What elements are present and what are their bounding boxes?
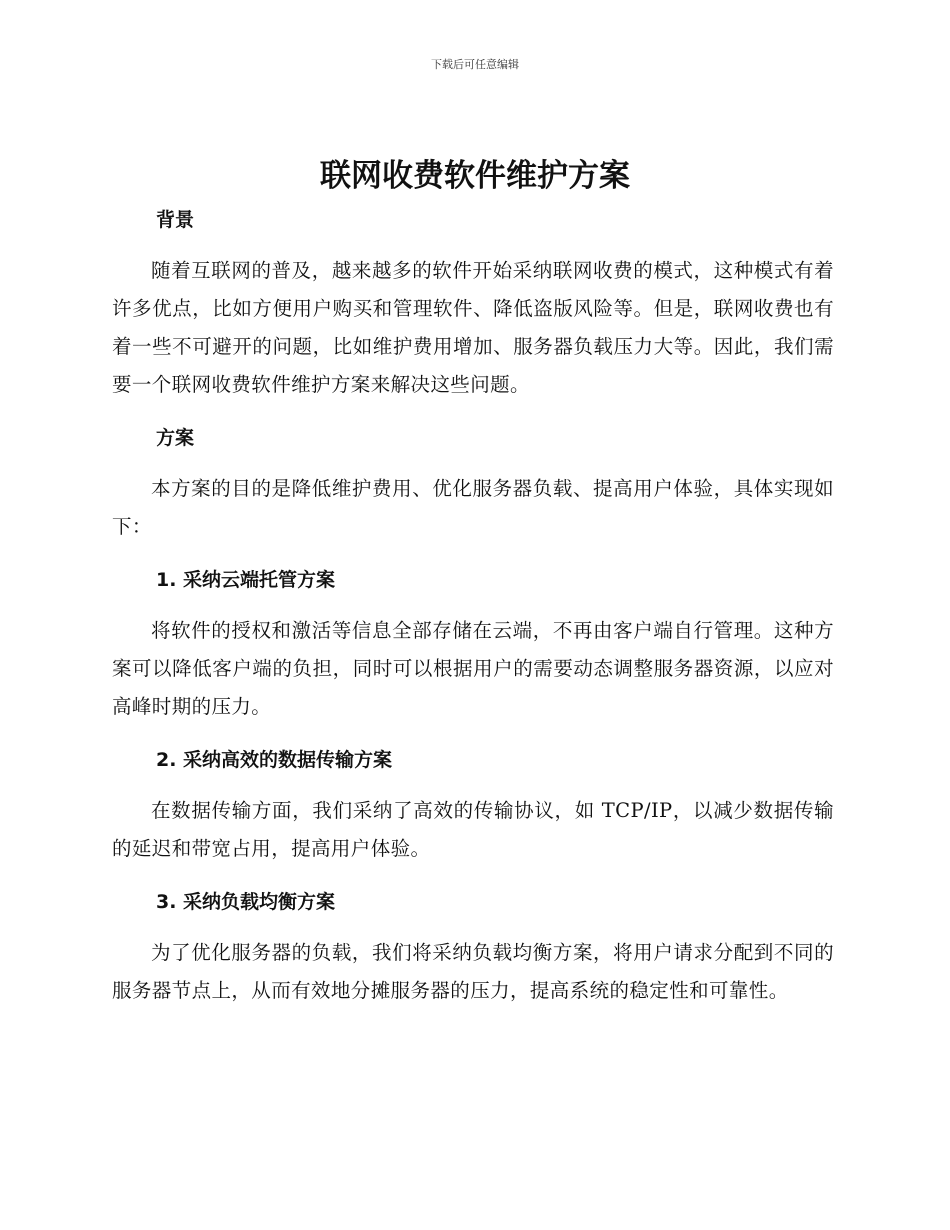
header-note: 下载后可任意编辑 (431, 58, 519, 71)
paragraph-background: 随着互联网的普及，越来越多的软件开始采纳联网收费的模式，这种模式有着许多优点，比如方便用户购买和管理软件、降低盗版风险等。但是，联网收费也有着一些不可避开的问题，比如维护费用增加、服务器负载压力大等。因此，我们需要一个联网收费软件维护方案来解决这些问题。 (112, 259, 834, 396)
section-heading-item1: 1. 采纳云端托管方案 (156, 569, 336, 591)
paragraph-item2: 在数据传输方面，我们采纳了高效的传输协议，如 TCP/IP，以减少数据传输的延迟和带宽占用，提高用户体验。 (112, 799, 834, 860)
section-heading-item3: 3. 采纳负载均衡方案 (156, 891, 336, 913)
section-heading-plan: 方案 (156, 427, 195, 449)
section-heading-background: 背景 (156, 209, 195, 231)
paragraph-item1: 将软件的授权和激活等信息全部存储在云端，不再由客户端自行管理。这种方案可以降低客户端的负担，同时可以根据用户的需要动态调整服务器资源，以应对高峰时期的压力。 (112, 619, 834, 718)
section-heading-item2: 2. 采纳高效的数据传输方案 (156, 749, 393, 771)
document-body (112, 200, 834, 1010)
document-title: 联网收费软件维护方案 (320, 158, 630, 194)
paragraph-item3: 为了优化服务器的负载，我们将采纳负载均衡方案，将用户请求分配到不同的服务器节点上，从而有效地分摊服务器的压力，提高系统的稳定性和可靠性。 (112, 941, 834, 1002)
paragraph-plan: 本方案的目的是降低维护费用、优化服务器负载、提高用户体验，具体实现如下： (112, 477, 834, 538)
